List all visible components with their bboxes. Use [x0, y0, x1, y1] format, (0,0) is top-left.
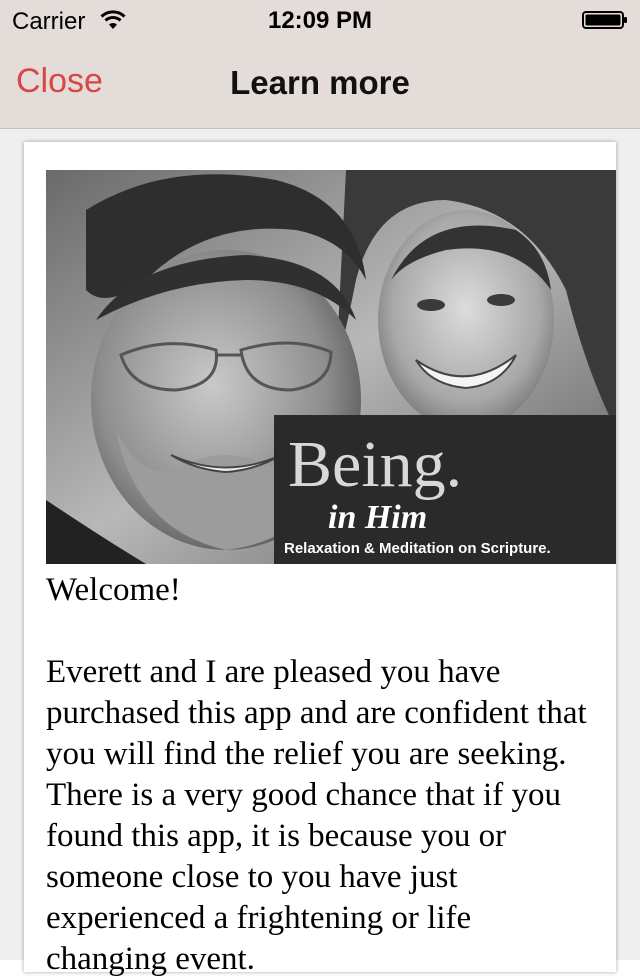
page-title: Learn more	[230, 64, 410, 101]
status-time: 12:09 PM	[267, 7, 373, 34]
carrier-label: Carrier	[12, 8, 86, 35]
status-bar	[0, 0, 640, 40]
intro-paragraph: Everett and I are pleased you have purchased this app and are confident that you will find the relief you are seeking. There is a very good chance that if you found this app, it is because you or someone close to you have just experienced a frightening or life changing event.	[46, 654, 587, 977]
hero-subtitle: in Him	[328, 499, 428, 536]
welcome-message	[46, 570, 594, 980]
hero-image	[46, 170, 616, 564]
hero-title: Being.	[288, 428, 463, 501]
battery-icon	[582, 11, 628, 29]
content-card	[24, 142, 616, 977]
greeting-text: Welcome!	[46, 572, 181, 608]
hero-tagline: Relaxation & Meditation on Scripture.	[284, 540, 551, 557]
navigation-bar	[0, 40, 640, 129]
close-button[interactable]: Close	[16, 62, 103, 100]
